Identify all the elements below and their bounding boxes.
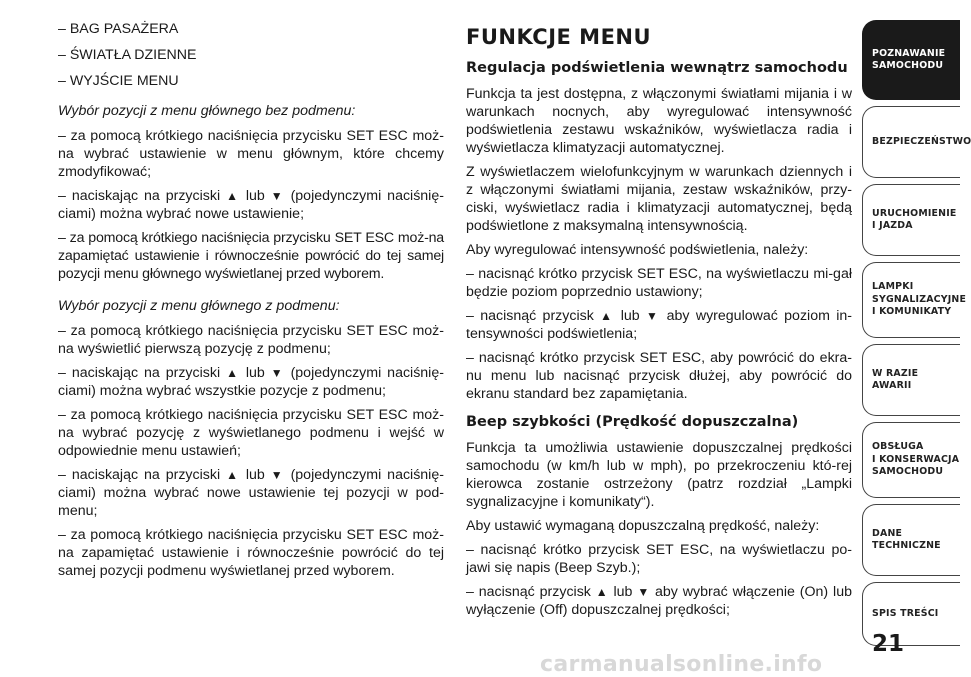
paragraph: – za pomocą krótkiego naciśnięcia przycisku SET ESC moż-na zapamiętać ustawienie i równocześnie powrócić do tej samej pozycji menu głównego wyświetlanej przed wyborem. [58,230,444,282]
tab-w-razie-awarii[interactable]: W RAZIE AWARII [862,344,960,416]
paragraph: – nacisnąć krótko przycisk SET ESC, na wyświetlaczu mi-gał będzie poziom poprzednio ustawiony; [466,266,852,300]
tab-bezpieczenstwo[interactable]: BEZPIECZEŃSTWO [862,106,960,178]
paragraph: – za pomocą krótkiego naciśnięcia przycisku SET ESC moż-na zapamiętać ustawienie i równocześnie powrócić do tej samej pozycji podmenu wyświetlanej przed wyborem. [58,527,444,579]
up-arrow-icon: ▲ [226,366,240,380]
tab-poznawanie-samochodu[interactable]: POZNAWANIE SAMOCHODU [862,20,960,100]
paragraph: Aby wyregulować intensywność podświetlenia, należy: [466,242,809,258]
down-arrow-icon: ▼ [637,585,651,599]
tab-obsluga-i-konserwacja[interactable]: OBSŁUGA I KONSERWACJA SAMOCHODU [862,422,960,498]
page-number: 21 [872,631,905,657]
section-title-no-submenu: Wybór pozycji z menu głównego bez podmenu: [58,103,356,119]
paragraph: – nacisnąć przycisk ▲ lub ▼ aby wybrać włączenie (On) lub wyłączenie (Off) dopuszczalnej prędkości; [466,584,852,618]
menu-item-bag: – BAG PASAŻERA [58,21,179,37]
up-arrow-icon: ▲ [595,585,609,599]
up-arrow-icon: ▲ [226,189,240,203]
paragraph: – nacisnąć krótko przycisk SET ESC, aby powrócić do ekra-nu menu lub nacisnąć przycisk dłużej, aby powrócić do ekranu standard bez zapamiętania. [466,350,852,402]
subheading-speed-beep: Beep szybkości (Prędkość dopuszczalna) [466,414,799,430]
paragraph: Funkcja ta umożliwia ustawienie dopuszczalnej prędkości samochodu (w km/h lub w mph), po przekroczeniu któ-rej kierowca zostanie ostrzeżony (patrz rozdział „Lampki sygnalizacyjne i komunikaty“). [466,440,852,510]
down-arrow-icon: ▼ [646,309,661,323]
menu-item-lights: – ŚWIATŁA DZIENNE [58,47,197,63]
subheading-backlight: Regulacja podświetlenia wewnątrz samochodu [466,60,848,76]
right-column [466,25,852,625]
paragraph: – nacisnąć przycisk ▲ lub ▼ aby wyregulować poziom in-tensywności podświetlenia; [466,308,853,342]
paragraph: – za pomocą krótkiego naciśnięcia przycisku SET ESC moż-na wybrać ustawienie w menu głównym, które chcemy zmodyfikować; [58,128,444,180]
up-arrow-icon: ▲ [600,309,615,323]
down-arrow-icon: ▼ [270,189,285,203]
tab-lampki-sygnalizacyjne[interactable]: LAMPKI SYGNALIZACYJNE I KOMUNIKATY [862,262,960,338]
tab-dane-techniczne[interactable]: DANE TECHNICZNE [862,504,960,576]
paragraph: – naciskając na przyciski ▲ lub ▼ (pojedynczymi naciśnię-ciami) można wybrać wszystkie pozycje z podmenu; [58,365,444,399]
paragraph: – naciskając na przyciski ▲ lub ▼ (pojedynczymi naciśnię-ciami) można wybrać nowe ustawienie tej pozycji w pod-menu; [58,467,444,519]
tab-uruchomienie-i-jazda[interactable]: URUCHOMIENIE I JAZDA [862,184,960,256]
down-arrow-icon: ▼ [270,366,285,380]
paragraph: – nacisnąć krótko przycisk SET ESC, na wyświetlaczu po-jawi się napis (Beep Szyb.); [466,542,852,576]
menu-item-exit: – WYJŚCIE MENU [58,73,179,89]
paragraph: Aby ustawić wymaganą dopuszczalną prędkość, należy: [466,518,820,534]
paragraph: – naciskając na przyciski ▲ lub ▼ (pojedynczymi naciśnię-ciami) można wybrać nowe ustawienie; [58,188,444,222]
down-arrow-icon: ▼ [270,468,285,482]
up-arrow-icon: ▲ [226,468,240,482]
paragraph: – za pomocą krótkiego naciśnięcia przycisku SET ESC moż-na wyświetlić pierwszą pozycję z podmenu; [58,323,444,357]
paragraph: – za pomocą krótkiego naciśnięcia przycisku SET ESC moż-na wybrać pozycję z wyświetlanego podmenu i wejść w odpowiednie menu ustawień; [58,407,444,459]
left-column [58,20,444,586]
watermark: carmanualsonline.info [540,652,823,677]
paragraph: Z wyświetlaczem wielofunkcyjnym w warunkach dziennych i z włączonymi światłami mijania, zestaw wskaźników, przy-ciski, wyświetlacz radia i klimatyzacji automatycznej, będą podświetlone z maksymalną intensywnością. [466,164,852,234]
paragraph: Funkcja ta jest dostępna, z włączonymi światłami mijania i w warunkach nocnych, aby wyregulować intensywność podświetlenia zestawu wskaźników, wyświetlacza radia i wyświetlacza klimatyzacji automatycznej. [466,86,852,156]
tab-spis-tresci[interactable]: SPIS TREŚCI [862,582,960,646]
page-heading: FUNKCJE MENU [466,25,652,49]
section-title-with-submenu: Wybór pozycji z menu głównego z podmenu: [58,298,340,314]
